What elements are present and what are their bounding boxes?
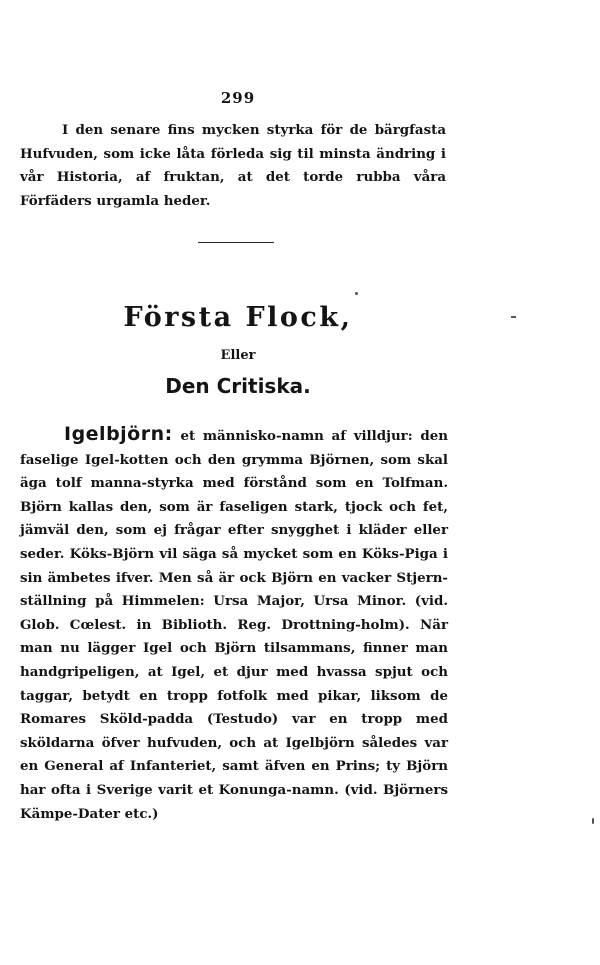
section-connector: Eller	[220, 348, 256, 363]
section-title: Första Flock,	[123, 302, 353, 333]
entry-paragraph	[20, 423, 448, 826]
entry-body	[20, 423, 448, 826]
page-number: 299	[220, 89, 256, 107]
intro-paragraph-block	[20, 119, 446, 213]
print-speck	[592, 818, 594, 824]
entry-headword: Igelbjörn:	[64, 423, 173, 445]
entry-text: et människo-namn af villdjur: den faselige Igel-kotten och den grymma Björnen, som skal äga tolf manna-styrka med förstånd som en Tolfman. Björn kallas den, som är faseligen stark, tjock och fet, jämväl den, som ej frågar efter snygghet i kläder eller seder. Köks-Björn vil säga så mycket som en Köks-Piga i sin ämbetes ifver. Men så är ock Björn en vacker Stjern-ställning på Himmelen: Ursa Major, Ursa Minor. (vid. Glob. Cœlest. in Biblioth. Reg. Drottning-holm). När man nu lägger Igel och Björn tilsammans, finner man handgripeligen, at Igel, et djur med hvassa spjut och taggar, betydt en tropp fotfolk med pikar, liksom de Romares Sköld-padda (Testudo) var en tropp med sköldarna öfver hufvuden, och at Igelbjörn således var en General af Infanteriet, samt äfven en Prins; ty Björn har ofta i Sverige varit et Konunga-namn. (vid. Björners Kämpe-Dater etc.)	[20, 428, 448, 822]
print-speck	[355, 292, 358, 295]
section-divider	[198, 242, 274, 243]
intro-paragraph: I den senare fins mycken styrka för de bärgfasta Hufvuden, som icke låta förleda sig til minsta ändring i vår Historia, af fruktan, at det torde rubba våra Förfäders urgamla heder.	[20, 122, 446, 209]
print-speck	[511, 316, 516, 318]
section-subtitle: Den Critiska.	[165, 374, 311, 398]
